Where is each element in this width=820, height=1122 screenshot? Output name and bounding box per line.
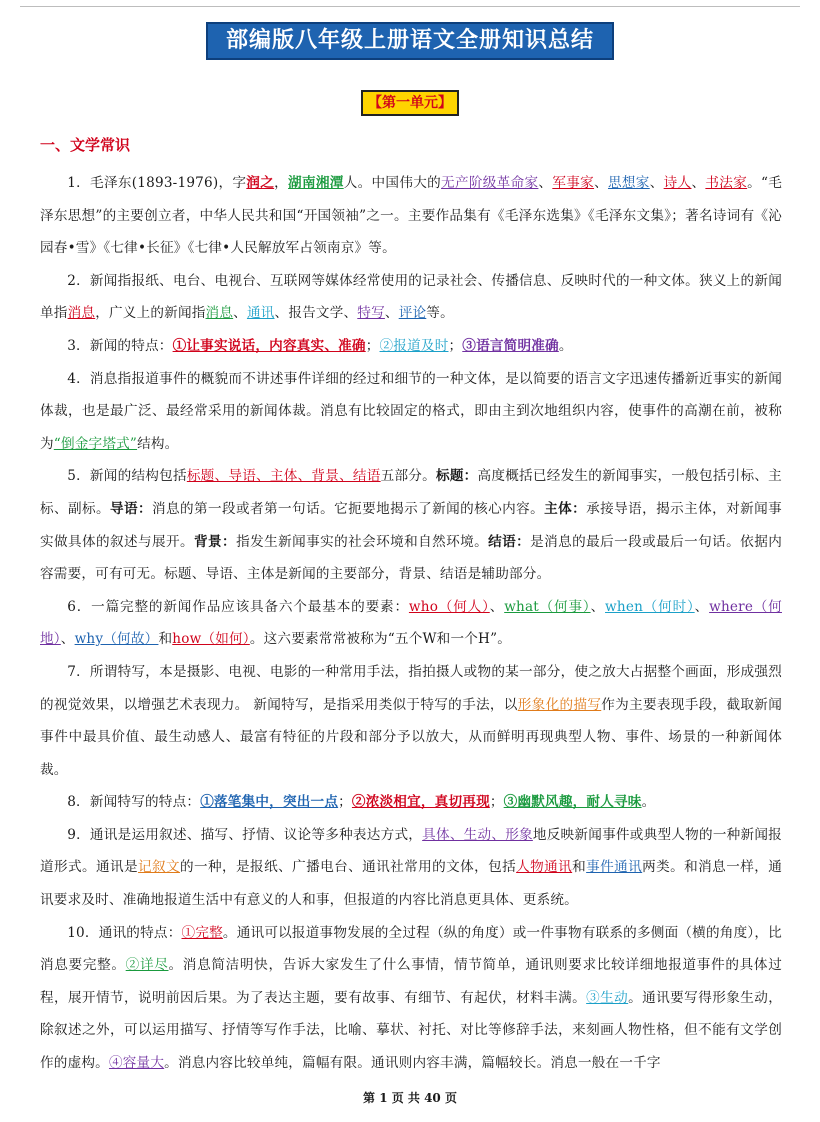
highlight-term: 标题、导语、主体、背景、结语 — [186, 468, 381, 485]
highlight-term: why（何故） — [74, 631, 159, 648]
document-title: 部编版八年级上册语文全册知识总结 — [206, 22, 614, 60]
bold-term: 主体： — [544, 500, 587, 517]
text-run: 。消息简洁明快，告诉大家发生了什么事情，情节简单，通讯则要求比较详细地报道事件的具体过程，展开情节，说明前因后果。为了表达主题，要有故事、有细节、有起伏，材料丰满。 — [40, 957, 782, 1006]
top-rule — [20, 6, 800, 7]
paragraph-10 — [40, 917, 782, 1080]
highlight-term: 书法家 — [705, 175, 748, 191]
highlight-term: 通讯 — [246, 305, 275, 322]
text-run: 。通讯要写得形象生动，除叙述之外，可以运用描写、抒情等写作手法，比喻、摹状、衬托、对比等修辞手法，来刻画人物性格，但不能有文学创作的虚构。 — [40, 989, 783, 1072]
highlight-term: 思想家 — [607, 175, 650, 191]
text-run: 10．通讯的特点： — [67, 924, 182, 941]
text-run: 。 — [558, 337, 573, 354]
highlight-term: ②浓淡相宜，真切再现 — [351, 794, 490, 811]
paragraph-6 — [40, 591, 782, 656]
highlight-term: ①落笔集中，突出一点 — [200, 794, 339, 811]
highlight-term: ①完整 — [181, 924, 223, 941]
text-run: 消息的第一段或者第一句话。它扼要地揭示了新闻的核心内容。 — [152, 500, 545, 517]
text-run: 2．新闻指报纸、电台、电视台、互联网等媒体经常使用的记录社会、传播信息、反映时代的一种文体。狭义上的新闻单指 — [40, 272, 782, 322]
text-run: 9．通讯是运用叙述、描写、抒情、议论等多种表达方式， — [67, 826, 423, 843]
highlight-term: 记叙文 — [138, 859, 181, 876]
highlight-term: who（何人） — [408, 598, 490, 615]
highlight-term: 诗人 — [663, 175, 692, 191]
text-run: 和 — [572, 859, 587, 876]
highlight-term: ③幽默风趣，耐人寻味 — [503, 794, 642, 811]
paragraph-9 — [40, 819, 782, 917]
text-run: 两类。和消息一样，通讯要求及时、准确地报道生活中有意义的人和事，但报道的内容比消息更具体、更系统。 — [40, 859, 782, 909]
text-run: 。这六要素常常被称为“五个W和一个H”。 — [249, 631, 512, 648]
highlight-term: 评论 — [398, 305, 427, 322]
text-run: 。“毛泽东思想”的主要创立者，中华人民共和国“开国领袖”之一。主要作品集有《毛泽东选集》《毛泽东文集》；著名诗词有《沁园春•雪》《七律•长征》《七律•人民解放军占领南京》等。 — [40, 175, 783, 257]
text-run: 6．一篇完整的新闻作品应该具备六个最基本的要素： — [67, 598, 409, 615]
highlight-term: when（何时） — [605, 598, 695, 615]
bold-term: 背景： — [194, 533, 237, 550]
bold-term: 导语： — [110, 500, 153, 517]
paragraph-4 — [40, 363, 782, 461]
text-run: 、 — [538, 175, 553, 191]
highlight-term: ②报道及时 — [379, 337, 449, 354]
paragraph-8 — [40, 786, 782, 819]
text-run: 、 — [60, 631, 75, 648]
text-run: 、报告文学、 — [274, 305, 358, 322]
text-run: 。通讯可以报道事物发展的全过程（纵的角度）或一件事物有联系的多侧面（横的角度），比消息要完整。 — [40, 924, 782, 974]
text-run: 8．新闻特写的特点： — [67, 794, 201, 811]
text-run: 是消息的最后一段或最后一句话。依据内容需要，可有可无。标题、导语、主体是新闻的主要部分，背景、结语是辅助部分。 — [40, 533, 782, 583]
highlight-term: how（如何） — [172, 631, 250, 648]
paragraph-3 — [40, 330, 782, 363]
highlight-term: ②详尽 — [125, 957, 169, 974]
text-run: 等。 — [426, 305, 454, 322]
text-run: 和 — [158, 631, 173, 648]
text-run: 。消息内容比较单纯，篇幅有限。通讯则内容丰满，篇幅较长。消息一般在一千字 — [164, 1055, 661, 1072]
text-run: ，广义上的新闻指 — [95, 305, 206, 322]
highlight-term: 消息 — [205, 305, 234, 322]
text-run: 作为主要表现手段，截取新闻事件中最具价值、最生动感人、最富有特征的片段和部分予以放大，从而鲜明再现典型人物、事件、场景的一种新闻体裁。 — [40, 696, 782, 778]
paragraph-7 — [40, 656, 782, 786]
text-run: ； — [338, 794, 352, 811]
text-run: 7．所谓特写，本是摄影、电视、电影的一种常用手法，指拍摄人或物的某一部分，使之放大占据整个画面，形成强烈的视觉效果，以增强艺术表现力。 新闻特写，是指采用类似于特写的手法，以 — [40, 663, 782, 713]
text-run: 指发生新闻事实的社会环境和自然环境。 — [236, 533, 489, 550]
text-run: 的一种，是报纸、广播电台、通讯社常用的文体，包括 — [180, 859, 517, 876]
highlight-term: 具体、生动、形象 — [422, 826, 533, 843]
highlight-term: 无产阶级革命家 — [441, 175, 539, 191]
bold-term: 标题： — [435, 468, 478, 485]
text-run: ； — [365, 337, 380, 354]
highlight-term: what（何事） — [504, 598, 591, 615]
text-run: 、 — [649, 175, 664, 191]
highlight-term: where（何地） — [40, 598, 782, 648]
text-run: 5．新闻的结构包括 — [67, 468, 187, 485]
text-run: 3．新闻的特点： — [67, 337, 173, 354]
text-run: ； — [448, 337, 463, 354]
paragraph-1 — [40, 167, 782, 265]
text-run: 、 — [489, 598, 505, 615]
highlight-term: 军事家 — [552, 175, 595, 191]
paragraph-5 — [40, 460, 782, 590]
content-body — [40, 167, 782, 1080]
text-run: 地反映新闻事件或典型人物的一种新闻报道形式。通讯是 — [40, 826, 782, 876]
text-run: 、 — [594, 175, 608, 191]
highlight-term: 润之 — [246, 175, 275, 191]
highlight-term: 形象化的描写 — [517, 696, 602, 713]
text-run: ； — [489, 794, 504, 811]
highlight-term: 人物通讯 — [516, 859, 573, 876]
text-run: 五部分。 — [380, 468, 436, 485]
section-heading: 一、文学常识 — [40, 136, 131, 154]
paragraph-2 — [40, 265, 782, 330]
text-run: 4．消息指报道事件的概貌而不讲述事件详细的经过和细节的一种文体，是以简要的语言文字迅速传播新近事实的新闻体裁，也是最广泛、最经常采用的新闻体裁。消息有比较固定的格式，即由主到次地组织内容，使事件的高潮在前，被称为 — [40, 370, 782, 452]
text-run: 、 — [590, 598, 606, 615]
text-run: 、 — [384, 305, 399, 322]
bold-term: 结语： — [488, 533, 531, 550]
text-run: 、 — [694, 598, 710, 615]
text-run: 承接导语，揭示主体，对新闻事实做具体的叙述与展开。 — [40, 500, 782, 550]
highlight-term: 消息 — [67, 305, 96, 322]
text-run: 。 — [641, 794, 656, 811]
highlight-term: 特写 — [357, 305, 385, 322]
highlight-term: ③生动 — [586, 989, 629, 1006]
text-run: 高度概括已经发生的新闻事实，一般包括引标、主标、副标。 — [40, 468, 782, 517]
text-run: 1．毛泽东(1893-1976)，字 — [67, 175, 247, 191]
highlight-term: ③语言简明准确 — [462, 337, 559, 354]
highlight-term: 事件通讯 — [586, 859, 643, 876]
highlight-term: ④容量大 — [108, 1055, 165, 1072]
unit-label: 【第一单元】 — [361, 90, 459, 116]
highlight-term: “倒金字塔式” — [53, 435, 138, 452]
page-footer: 第 1 页 共 40 页 — [363, 1091, 457, 1105]
text-run: 结构。 — [137, 435, 179, 452]
text-run: 、 — [691, 175, 706, 191]
highlight-term: ①让事实说话，内容真实、准确 — [172, 337, 366, 354]
text-run: 、 — [233, 305, 247, 322]
text-run: ， — [274, 175, 289, 191]
text-run: 人。中国伟大的 — [343, 175, 442, 191]
highlight-term: 湖南湘潭 — [288, 175, 344, 191]
